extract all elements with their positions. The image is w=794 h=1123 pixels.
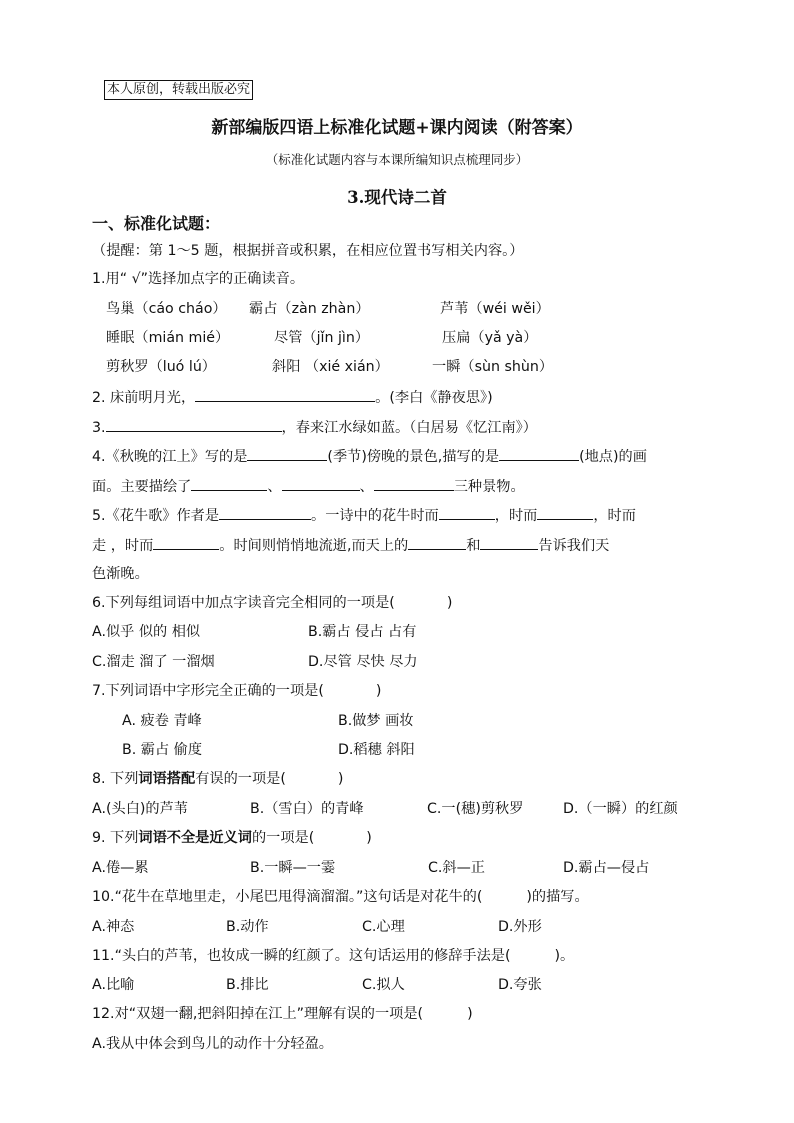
q9-text: ) — [366, 830, 372, 846]
answer-blank[interactable] — [219, 505, 311, 520]
q7-text: ) — [375, 683, 382, 699]
q4-text: 面。主要描绘了 — [92, 479, 192, 495]
q6-text: ) — [446, 595, 453, 611]
q10-option-a[interactable]: A.神态 — [92, 919, 135, 935]
q6-option-b[interactable]: B.霸占 侵占 占有 — [308, 624, 417, 640]
q9-option-d[interactable]: D.霸占—侵占 — [563, 860, 650, 876]
q9-text: 的一项是( — [251, 830, 315, 846]
q5-line-1 — [92, 505, 636, 526]
answer-blank[interactable] — [408, 535, 466, 550]
q8-text: 8. 下列 — [92, 771, 139, 787]
q9-option-b[interactable]: B.一瞬—一霎 — [250, 860, 336, 876]
q4-text: 、 — [267, 479, 282, 495]
q8-stem — [92, 769, 343, 789]
q7-options-row — [122, 740, 415, 760]
q5-text: 和 — [466, 538, 481, 554]
page-title: 新部编版四语上标准化试题+课内阅读（附答案） — [211, 118, 583, 138]
q11-text: 11.“头白的芦苇，也妆成一瞬的红颜了。这句话运用的修辞手法是( — [92, 948, 511, 964]
q10-options-row — [92, 917, 542, 937]
q9-stem — [92, 828, 372, 848]
q5-line-2 — [92, 535, 609, 556]
q4-text: 三种景物。 — [453, 479, 525, 495]
q8-keyword: 词语搭配 — [138, 771, 196, 787]
q1-item: 鸟巢（cáo cháo） — [106, 301, 227, 317]
q8-option-a[interactable]: A.(头白)的芦苇 — [92, 801, 188, 817]
q8-options-row — [92, 799, 678, 819]
answer-blank[interactable] — [282, 476, 360, 491]
answer-blank[interactable] — [499, 446, 579, 461]
q4-line-2 — [92, 476, 525, 497]
q8-text: ) — [337, 771, 344, 787]
q10-option-d[interactable]: D.外形 — [498, 919, 542, 935]
q8-option-c[interactable]: C.一(穗)剪秋罗 — [427, 801, 524, 817]
q7-option-a[interactable]: A. 疲卷 青峰 — [122, 713, 202, 729]
q2-source: 。(李白《静夜思》) — [375, 390, 493, 406]
q7-option-c[interactable]: B. 霸占 偷度 — [122, 742, 203, 758]
answer-blank[interactable] — [106, 417, 282, 432]
q10-option-c[interactable]: C.心理 — [362, 919, 405, 935]
q10-stem — [92, 887, 589, 907]
q5-text: 走 ，时而 — [92, 538, 154, 554]
q1-item: 尽管（jǐn jìn） — [274, 330, 370, 346]
q6-text: 6.下列每组词语中加点字读音完全相同的一项是( — [92, 595, 395, 611]
q12-option-a[interactable]: A.我从中体会到鸟儿的动作十分轻盈。 — [92, 1036, 333, 1052]
q5-text: 告诉我们天 — [538, 538, 610, 554]
q10-option-b[interactable]: B.动作 — [226, 919, 269, 935]
q1-item: 芦苇（wéi wěi） — [440, 301, 550, 317]
q11-stem — [92, 946, 574, 966]
q5-text: 5.《花牛歌》作者是 — [92, 508, 220, 524]
answer-blank[interactable] — [191, 476, 267, 491]
q8-option-d[interactable]: D.（一瞬）的红颜 — [563, 801, 678, 817]
q1-item: 压扁（yǎ yà） — [442, 330, 538, 346]
q7-option-b[interactable]: B.做梦 画妆 — [338, 713, 414, 729]
q4-text: (季节)傍晚的景色,描写的是 — [327, 449, 500, 465]
answer-blank[interactable] — [439, 505, 495, 520]
q11-options-row — [92, 975, 542, 995]
answer-blank[interactable] — [153, 535, 219, 550]
q2-line — [92, 387, 493, 408]
q6-option-a[interactable]: A.似乎 似的 相似 — [92, 624, 201, 640]
q3-line — [92, 417, 537, 438]
q2-text: 2. 床前明月光， — [92, 390, 196, 406]
copyright-stamp: 本人原创，转载出版必究 — [104, 80, 253, 100]
q4-text: 、 — [359, 479, 374, 495]
q1-row — [106, 357, 554, 377]
q5-text: ，时而 — [593, 508, 636, 524]
q1-item: 霸占（zàn zhàn） — [249, 301, 370, 317]
q1-stem: 1.用“ √”选择加点字的正确读音。 — [92, 271, 305, 287]
q6-stem — [92, 593, 452, 613]
q3-source: ，春来江水绿如蓝。（白居易《忆江南》） — [281, 420, 537, 436]
q8-text: 有误的一项是( — [195, 771, 286, 787]
q9-text: 9. 下列 — [92, 830, 139, 846]
q6-option-c[interactable]: C.溜走 溜了 一溜烟 — [92, 654, 215, 670]
q4-text: 4.《秋晚的江上》写的是 — [92, 449, 248, 465]
q9-keyword: 词语不全是近义词 — [138, 830, 252, 846]
q11-option-d[interactable]: D.夸张 — [498, 977, 542, 993]
q10-text: 10.“花牛在草地里走，小尾巴甩得滴溜溜。”这句话是对花牛的( — [92, 889, 483, 905]
q7-stem — [92, 681, 381, 701]
q1-item: 斜阳 （xié xián） — [272, 359, 389, 375]
q5-text: 。一诗中的花牛时而 — [311, 508, 439, 524]
q7-option-d[interactable]: D.稻穗 斜阳 — [338, 742, 415, 758]
q9-option-a[interactable]: A.倦—累 — [92, 860, 149, 876]
q1-item: 睡眠（mián mié） — [106, 330, 230, 346]
q1-row — [106, 328, 538, 348]
q11-text: )。 — [554, 948, 575, 964]
q12-text: 12.对“双翅一翻,把斜阳掉在江上”理解有误的一项是( — [92, 1006, 424, 1022]
answer-blank[interactable] — [247, 446, 327, 461]
q1-row — [106, 299, 550, 319]
q7-options-row — [122, 711, 414, 731]
q5-text: ，时而 — [494, 508, 538, 524]
q12-text: ) — [467, 1006, 473, 1022]
q4-line-1 — [92, 446, 647, 467]
q6-options-row — [92, 652, 418, 672]
q9-option-c[interactable]: C.斜—正 — [428, 860, 485, 876]
q6-options-row — [92, 622, 417, 642]
q11-option-b[interactable]: B.排比 — [226, 977, 269, 993]
q7-text: 7.下列词语中字形完全正确的一项是( — [92, 683, 324, 699]
q3-text: 3. — [92, 420, 106, 436]
q10-text: )的描写。 — [526, 889, 589, 905]
q8-option-b[interactable]: B.（雪白）的青峰 — [250, 801, 364, 817]
answer-blank[interactable] — [195, 387, 375, 402]
q12-stem — [92, 1004, 473, 1024]
q1-item: 剪秋罗（luó lú） — [106, 359, 216, 375]
reminder-text: （提醒：第 1～5 题，根据拼音或积累，在相应位置书写相关内容。） — [92, 243, 524, 259]
answer-blank[interactable] — [537, 505, 593, 520]
q11-option-c[interactable]: C.拟人 — [362, 977, 405, 993]
q9-options-row — [92, 858, 650, 878]
q11-option-a[interactable]: A.比喻 — [92, 977, 135, 993]
section-heading: 一、标准化试题： — [92, 214, 221, 233]
q6-option-d[interactable]: D.尽管 尽快 尽力 — [308, 654, 418, 670]
lesson-title: 3.现代诗二首 — [347, 188, 447, 207]
answer-blank[interactable] — [374, 476, 454, 491]
q5-line-3: 色渐晚。 — [92, 566, 149, 582]
q4-text: (地点)的画 — [579, 449, 647, 465]
q1-item: 一瞬（sùn shùn） — [432, 359, 554, 375]
page-subtitle: （标准化试题内容与本课所编知识点梳理同步） — [265, 152, 529, 167]
q5-text: 。时间则悄悄地流逝,而天上的 — [219, 538, 409, 554]
answer-blank[interactable] — [480, 535, 538, 550]
